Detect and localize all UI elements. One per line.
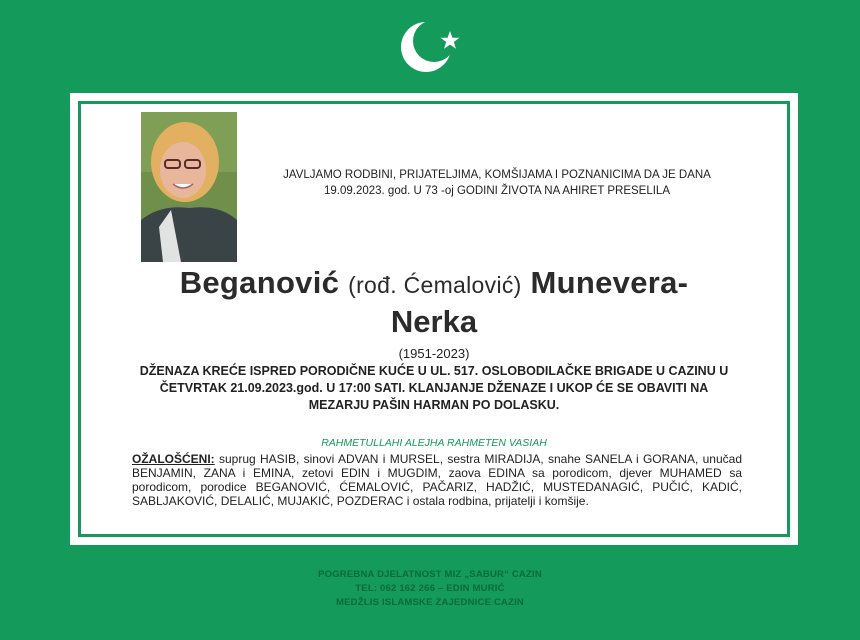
footer-line-company: POGREBNA DJELATNOST MIZ „SABUR“ CAZIN <box>318 569 542 580</box>
footer-line-council: MEDŽLIS ISLAMSKE ZAJEDNICE CAZIN <box>336 597 524 608</box>
life-years: (1951-2023) <box>398 346 470 361</box>
announcement-intro: JAVLJAMO RODBINI, PRIJATELJIMA, KOMŠIJAMA I POZNANICIMA DA JE DANA 19.09.2023. god. U 73 -oj GODINI ŽIVOTA NA AHIRET PRESELILA <box>283 169 711 197</box>
surname: Beganović <box>179 265 340 300</box>
nickname: Nerka <box>390 304 478 339</box>
given-name: Munevera- <box>530 265 689 300</box>
footer-line-phone: TEL: 062 162 266 – EDIN MURIĆ <box>355 583 505 594</box>
mourners-text: suprug HASIB, sinovi ADVAN i MURSEL, sestra MIRADIJA, snahe SANELA i GORANA, unučad BENJAMIN, ZANA i EMINA, zetovi EDIN i MUGDIM, zaova EDINA sa porodicom, djever MUHAMED sa porodicom, porodice BEGANOVIĆ, ĆEMALOVIĆ, PAČARIZ, HADŽIĆ, MUSTEDANAGIĆ, PUČIĆ, KADIĆ, SABLJAKOVIĆ, DELALIĆ, MUJAKIĆ, POZDERAC i ostala rodbina, prijatelji i komšije. <box>132 452 742 508</box>
obituary-card <box>70 93 798 545</box>
funeral-service-footer <box>0 568 860 610</box>
mourners-label: OŽALOŠĆENI: <box>132 452 215 466</box>
crescent-star-icon <box>398 16 464 78</box>
mourners-list <box>132 452 742 508</box>
prayer-line: RAHMETULLAHI ALEJHA RAHMETEN VASIAH <box>321 437 547 449</box>
portrait-photo <box>141 112 237 262</box>
funeral-details: DŽENAZA KREĆE ISPRED PORODIČNE KUĆE U UL. 517. OSLOBODILAČKE BRIGADE U CAZINU U ČETVRTAK 21.09.2023.god. U 17:00 SATI. KLANJANJE DŽENAZE I UKOP ĆE SE OBAVITI NA MEZARJU PAŠIN HARMAN PO DOLASKU. <box>139 364 729 412</box>
deceased-name <box>70 265 798 301</box>
maiden-name: (rođ. Ćemalović) <box>348 272 522 298</box>
